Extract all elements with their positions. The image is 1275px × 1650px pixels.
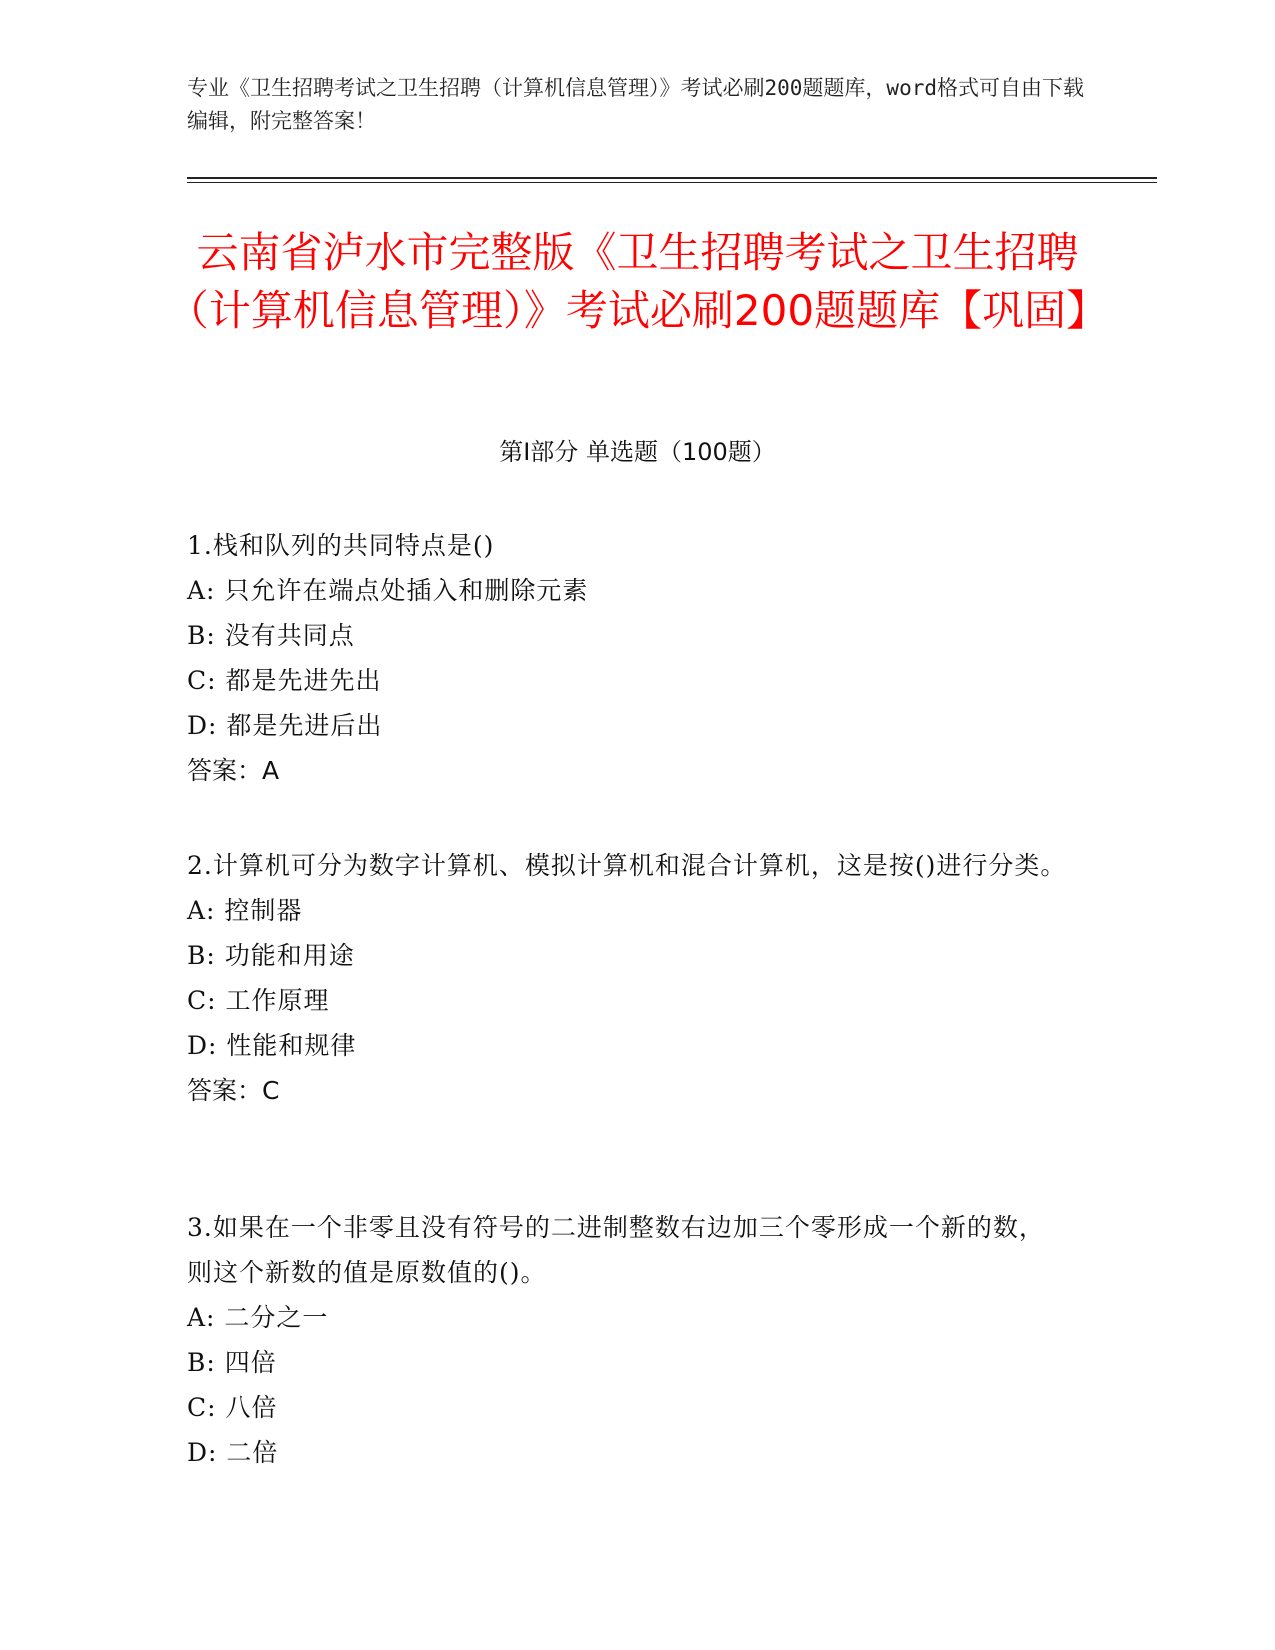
option-a: A: 二分之一 — [187, 1303, 329, 1332]
option-d: D: 性能和规律 — [187, 1031, 357, 1060]
question-3 — [187, 1205, 1067, 1475]
section-heading: 第Ⅰ部分 单选题（100题） — [499, 438, 776, 466]
answer: 答案：A — [187, 756, 280, 785]
option-b: B: 没有共同点 — [187, 621, 355, 650]
question-2 — [187, 843, 1067, 1113]
option-b: B: 四倍 — [187, 1348, 277, 1377]
document-header-note: 专业《卫生招聘考试之卫生招聘（计算机信息管理）》考试必刷200题题库，word格式可自由下载编辑，附完整答案！ — [187, 76, 1084, 133]
option-c: C: 工作原理 — [187, 986, 330, 1015]
question-1 — [187, 523, 1067, 793]
answer: 答案：C — [187, 1076, 280, 1105]
option-c: C: 八倍 — [187, 1393, 278, 1422]
option-b: B: 功能和用途 — [187, 941, 355, 970]
option-d: D: 二倍 — [187, 1438, 279, 1467]
question-stem: 1.栈和队列的共同特点是() — [187, 531, 495, 560]
option-a: A: 只允许在端点处插入和删除元素 — [187, 576, 589, 605]
option-d: D: 都是先进后出 — [187, 711, 383, 740]
header-divider — [187, 177, 1157, 183]
option-a: A: 控制器 — [187, 896, 303, 925]
document-title: 云南省泸水市完整版《卫生招聘考试之卫生招聘（计算机信息管理）》考试必刷200题题库【巩固】 — [166, 228, 1109, 335]
question-stem: 3.如果在一个非零且没有符号的二进制整数右边加三个零形成一个新的数，则这个新数的值是原数值的()。 — [187, 1213, 1045, 1287]
option-c: C: 都是先进先出 — [187, 666, 382, 695]
question-stem: 2.计算机可分为数字计算机、模拟计算机和混合计算机，这是按()进行分类。 — [187, 851, 1067, 880]
